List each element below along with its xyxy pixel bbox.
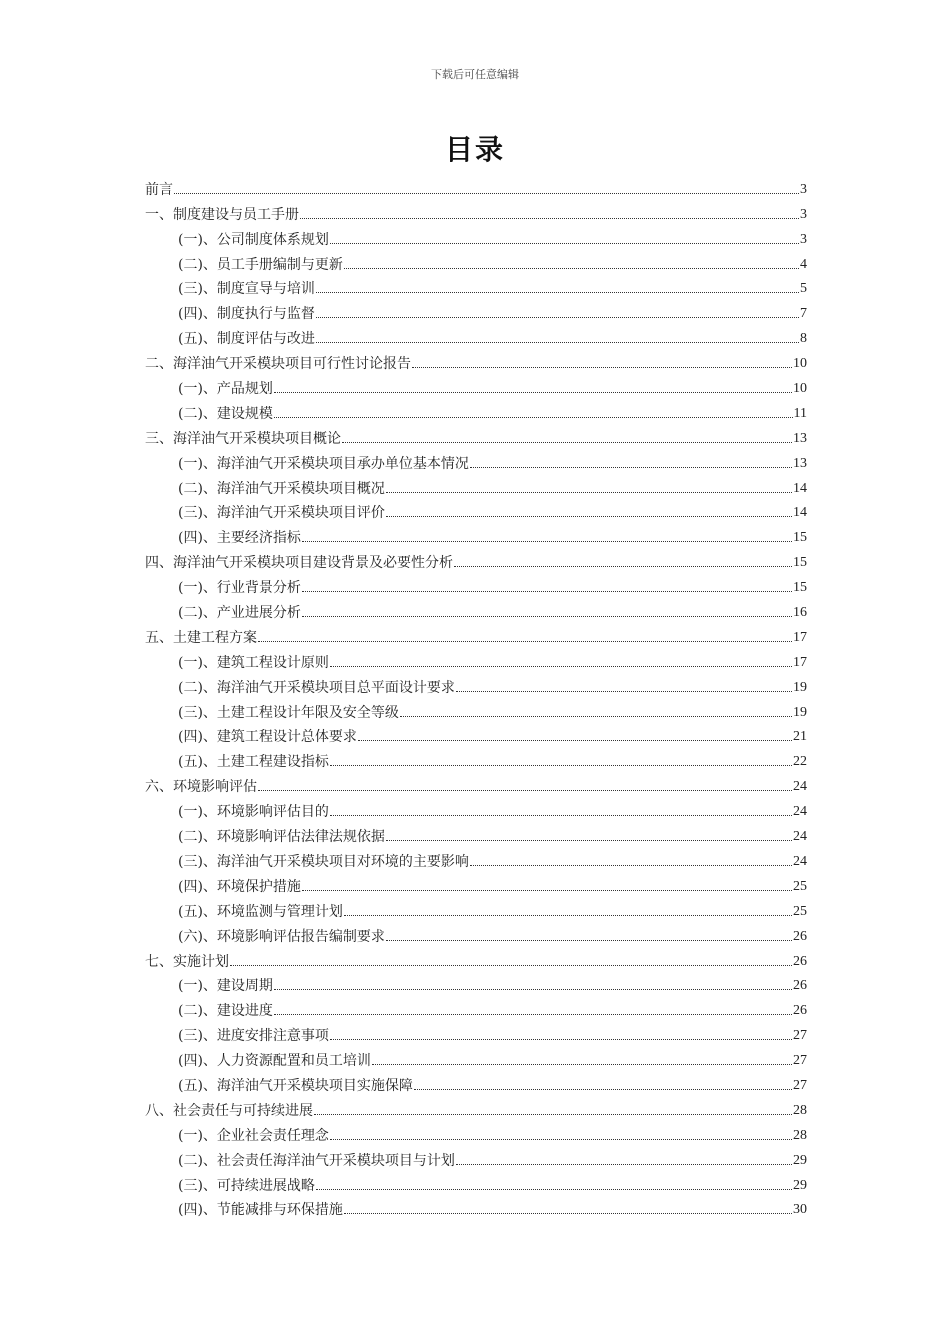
toc-entry-label: (一)、企业社会责任理念 — [178, 1127, 329, 1144]
toc-entry-page-number: 3 — [800, 181, 807, 197]
toc-entry[interactable] — [145, 1096, 807, 1121]
toc-entry-page-number: 24 — [793, 779, 807, 795]
toc-entry-page-number: 28 — [793, 1127, 807, 1143]
toc-entry-page-number: 28 — [793, 1102, 807, 1118]
header-note: 下载后可任意编辑 — [431, 68, 519, 81]
toc-entry-label: (二)、建设规模 — [178, 405, 273, 422]
toc-entry-label: (三)、海洋油气开采模块项目评价 — [178, 505, 385, 522]
toc-dot-leader — [302, 541, 792, 542]
toc-entry-label: (四)、建筑工程设计总体要求 — [178, 729, 357, 746]
toc-entry-label: (二)、海洋油气开采模块项目概况 — [178, 480, 385, 497]
toc-entry-label: (二)、海洋油气开采模块项目总平面设计要求 — [178, 679, 455, 696]
toc-dot-leader — [174, 193, 799, 194]
toc-entry[interactable] — [145, 374, 807, 399]
toc-dot-leader — [274, 417, 793, 418]
toc-entry[interactable] — [145, 424, 807, 449]
toc-entry[interactable] — [145, 897, 807, 922]
toc-entry-label: (六)、环境影响评估报告编制要求 — [178, 928, 385, 945]
toc-entry-label: (五)、土建工程建设指标 — [178, 754, 329, 771]
toc-entry[interactable] — [145, 1146, 807, 1171]
toc-entry-label: (二)、建设进度 — [178, 1003, 273, 1020]
toc-dot-leader — [316, 292, 799, 293]
toc-entry-label: (四)、环境保护措施 — [178, 878, 301, 895]
toc-dot-leader — [470, 865, 792, 866]
toc-entry[interactable] — [145, 275, 807, 300]
toc-entry-label: (三)、海洋油气开采模块项目对环境的主要影响 — [178, 853, 469, 870]
toc-dot-leader — [344, 915, 792, 916]
toc-entry[interactable] — [145, 872, 807, 897]
toc-dot-leader — [386, 840, 792, 841]
toc-dot-leader — [316, 317, 799, 318]
toc-entry-label: 八、社会责任与可持续进展 — [145, 1102, 313, 1119]
toc-dot-leader — [456, 1164, 792, 1165]
toc-entry-page-number: 15 — [793, 555, 807, 571]
toc-entry-page-number: 25 — [793, 878, 807, 894]
toc-entry-label: (四)、节能减排与环保措施 — [178, 1202, 343, 1219]
toc-dot-leader — [330, 243, 799, 244]
toc-entry[interactable] — [145, 324, 807, 349]
toc-entry[interactable] — [145, 523, 807, 548]
toc-entry[interactable] — [145, 598, 807, 623]
toc-entry-page-number: 4 — [800, 256, 807, 272]
toc-entry-label: (五)、海洋油气开采模块项目实施保障 — [178, 1077, 413, 1094]
toc-entry[interactable] — [145, 698, 807, 723]
toc-entry-page-number: 10 — [793, 381, 807, 397]
toc-entry-label: (一)、建筑工程设计原则 — [178, 654, 329, 671]
toc-entry-label: (二)、环境影响评估法律法规依据 — [178, 829, 385, 846]
toc-entry[interactable] — [145, 1071, 807, 1096]
toc-dot-leader — [414, 1089, 792, 1090]
toc-entry-label: 六、环境影响评估 — [145, 779, 257, 796]
toc-entry-label: (一)、产品规划 — [178, 381, 273, 398]
toc-entry-page-number: 21 — [793, 729, 807, 745]
toc-entry[interactable] — [145, 1046, 807, 1071]
toc-entry-label: (五)、制度评估与改进 — [178, 331, 315, 348]
toc-entry-label: (一)、行业背景分析 — [178, 580, 301, 597]
toc-entry-page-number: 13 — [793, 430, 807, 446]
toc-entry-page-number: 27 — [793, 1077, 807, 1093]
toc-entry-page-number: 5 — [800, 281, 807, 297]
toc-entry[interactable] — [145, 772, 807, 797]
toc-entry-label: (一)、环境影响评估目的 — [178, 804, 329, 821]
toc-entry-page-number: 24 — [793, 853, 807, 869]
toc-entry-page-number: 26 — [793, 953, 807, 969]
toc-entry-page-number: 17 — [793, 629, 807, 645]
toc-entry-page-number: 26 — [793, 1003, 807, 1019]
toc-entry-page-number: 27 — [793, 1053, 807, 1069]
toc-entry[interactable] — [145, 349, 807, 374]
toc-dot-leader — [330, 1039, 792, 1040]
toc-entry[interactable] — [145, 673, 807, 698]
toc-entry[interactable] — [145, 175, 807, 200]
toc-dot-leader — [372, 1064, 792, 1065]
toc-entry[interactable] — [145, 548, 807, 573]
toc-entry-page-number: 29 — [793, 1177, 807, 1193]
toc-entry-label: (二)、员工手册编制与更新 — [178, 256, 343, 273]
toc-entry-label: (一)、海洋油气开采模块项目承办单位基本情况 — [178, 455, 469, 472]
toc-entry-page-number: 25 — [793, 903, 807, 919]
toc-entry-label: 三、海洋油气开采模块项目概论 — [145, 430, 341, 447]
toc-entry-page-number: 14 — [793, 480, 807, 496]
toc-entry-label: (四)、主要经济指标 — [178, 530, 301, 547]
toc-entry[interactable] — [145, 648, 807, 673]
toc-dot-leader — [274, 989, 792, 990]
toc-entry[interactable] — [145, 225, 807, 250]
toc-entry-page-number: 15 — [793, 580, 807, 596]
toc-entry-label: (二)、产业进展分析 — [178, 605, 301, 622]
toc-entry-label: 二、海洋油气开采模块项目可行性讨论报告 — [145, 356, 411, 373]
toc-entry[interactable] — [145, 723, 807, 748]
toc-dot-leader — [316, 1189, 792, 1190]
toc-dot-leader — [386, 940, 792, 941]
toc-dot-leader — [274, 392, 792, 393]
toc-entry[interactable] — [145, 1171, 807, 1196]
toc-entry-label: (五)、环境监测与管理计划 — [178, 903, 343, 920]
toc-entry-page-number: 7 — [800, 306, 807, 322]
toc-entry-page-number: 3 — [800, 231, 807, 247]
toc-entry[interactable] — [145, 1021, 807, 1046]
toc-dot-leader — [314, 1114, 792, 1115]
toc-entry-page-number: 10 — [793, 356, 807, 372]
toc-dot-leader — [342, 442, 792, 443]
toc-entry-page-number: 19 — [793, 704, 807, 720]
toc-dot-leader — [330, 666, 792, 667]
toc-dot-leader — [274, 1014, 792, 1015]
toc-entry-page-number: 26 — [793, 978, 807, 994]
toc-entry-page-number: 27 — [793, 1028, 807, 1044]
toc-entry[interactable] — [145, 250, 807, 275]
toc-entry-page-number: 24 — [793, 829, 807, 845]
toc-entry[interactable] — [145, 399, 807, 424]
toc-entry-page-number: 15 — [793, 530, 807, 546]
toc-dot-leader — [412, 367, 792, 368]
toc-entry-label: (三)、制度宣导与培训 — [178, 281, 315, 298]
toc-dot-leader — [330, 815, 792, 816]
toc-entry[interactable] — [145, 573, 807, 598]
toc-dot-leader — [302, 591, 792, 592]
toc-entry-label: 一、制度建设与员工手册 — [145, 206, 299, 223]
toc-entry-label: (三)、土建工程设计年限及安全等级 — [178, 704, 399, 721]
toc-entry[interactable] — [145, 623, 807, 648]
toc-dot-leader — [316, 342, 799, 343]
toc-entry-page-number: 11 — [793, 405, 807, 421]
toc-entry-page-number: 8 — [800, 331, 807, 347]
toc-entry[interactable] — [145, 822, 807, 847]
toc-entry[interactable] — [145, 1121, 807, 1146]
toc-entry-page-number: 17 — [793, 654, 807, 670]
toc-entry-page-number: 13 — [793, 455, 807, 471]
toc-dot-leader — [344, 1213, 792, 1214]
toc-dot-leader — [344, 268, 799, 269]
toc-entry[interactable] — [145, 1196, 807, 1221]
toc-dot-leader — [302, 616, 792, 617]
toc-entry-page-number: 22 — [793, 754, 807, 770]
toc-entry[interactable] — [145, 299, 807, 324]
toc-entry[interactable] — [145, 996, 807, 1021]
toc-dot-leader — [456, 691, 792, 692]
toc-entry-label: 五、土建工程方案 — [145, 629, 257, 646]
toc-entry[interactable] — [145, 200, 807, 225]
toc-entry[interactable] — [145, 847, 807, 872]
toc-entry[interactable] — [145, 797, 807, 822]
toc-entry[interactable] — [145, 499, 807, 524]
toc-entry[interactable] — [145, 474, 807, 499]
toc-dot-leader — [358, 740, 792, 741]
toc-dot-leader — [386, 492, 792, 493]
table-of-contents — [145, 175, 807, 1220]
toc-entry-label: 七、实施计划 — [145, 953, 229, 970]
toc-dot-leader — [386, 516, 792, 517]
toc-entry-label: 四、海洋油气开采模块项目建设背景及必要性分析 — [145, 555, 453, 572]
toc-entry[interactable] — [145, 922, 807, 947]
toc-entry-page-number: 24 — [793, 804, 807, 820]
toc-entry-page-number: 29 — [793, 1152, 807, 1168]
toc-dot-leader — [330, 765, 792, 766]
toc-entry-page-number: 16 — [793, 605, 807, 621]
toc-entry[interactable] — [145, 972, 807, 997]
toc-entry[interactable] — [145, 947, 807, 972]
toc-entry-label: (三)、可持续进展战略 — [178, 1177, 315, 1194]
toc-entry[interactable] — [145, 449, 807, 474]
toc-entry-page-number: 19 — [793, 679, 807, 695]
toc-dot-leader — [330, 1139, 792, 1140]
toc-entry-page-number: 14 — [793, 505, 807, 521]
toc-entry-label: (四)、人力资源配置和员工培训 — [178, 1053, 371, 1070]
toc-dot-leader — [258, 790, 792, 791]
toc-entry-page-number: 30 — [793, 1202, 807, 1218]
page-title: 目录 — [444, 133, 505, 166]
toc-dot-leader — [454, 566, 792, 567]
toc-entry-page-number: 3 — [800, 206, 807, 222]
toc-dot-leader — [400, 716, 792, 717]
toc-dot-leader — [300, 218, 799, 219]
toc-entry-label: (二)、社会责任海洋油气开采模块项目与计划 — [178, 1152, 455, 1169]
toc-entry-page-number: 26 — [793, 928, 807, 944]
toc-dot-leader — [302, 890, 792, 891]
toc-entry-label: (一)、公司制度体系规划 — [178, 231, 329, 248]
toc-entry-label: (一)、建设周期 — [178, 978, 273, 995]
toc-dot-leader — [258, 641, 792, 642]
toc-entry-label: 前言 — [145, 181, 173, 198]
toc-dot-leader — [230, 965, 792, 966]
toc-entry[interactable] — [145, 747, 807, 772]
toc-dot-leader — [470, 467, 792, 468]
toc-entry-label: (三)、进度安排注意事项 — [178, 1028, 329, 1045]
toc-entry-label: (四)、制度执行与监督 — [178, 306, 315, 323]
